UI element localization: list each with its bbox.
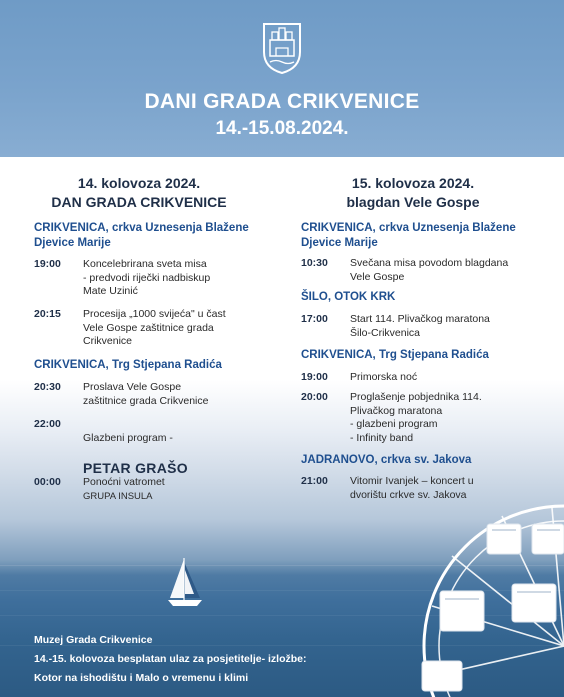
footer-museum: Muzej Grada Crikvenice bbox=[34, 634, 153, 646]
event-description: Vitomir Ivanjek – koncert u dvorištu crkve sv. Jakova bbox=[350, 475, 474, 501]
header-band bbox=[0, 0, 564, 157]
left-section-location bbox=[34, 221, 274, 251]
event-time: 19:00 bbox=[34, 258, 61, 270]
event-description: Glazbeni program - bbox=[83, 431, 173, 444]
event-time: 17:00 bbox=[301, 313, 328, 325]
event-description: Start 114. Plivačkog maratona Šilo-Crikvenica bbox=[350, 313, 490, 339]
location-line: CRIKVENICA, crkva Uznesenja Blažene bbox=[301, 222, 516, 234]
left-heading-date: 14. kolovoza 2024. bbox=[77, 175, 201, 191]
left-heading-title: DAN GRADA CRIKVENICE bbox=[51, 194, 227, 210]
event-description: Ponoćni vatromet bbox=[83, 476, 165, 488]
poster-dates: 14.-15.08.2024. bbox=[215, 118, 349, 139]
location-line: CRIKVENICA, Trg Stjepana Radića bbox=[301, 349, 489, 361]
right-section-location bbox=[301, 221, 541, 251]
event-description: Koncelebrirana sveta misa - predvodi riječki nadbiskup Mate Uzinić bbox=[83, 258, 211, 297]
location-line: CRIKVENICA, crkva Uznesenja Blažene bbox=[34, 222, 249, 234]
footer-exhibitions: Kotor na ishodištu i Malo o vremenu i klimi bbox=[34, 672, 249, 684]
footer-admission: 14.-15. kolovoza besplatan ulaz za posjetitelje- izložbe: bbox=[34, 653, 307, 665]
event-time: 10:30 bbox=[301, 257, 328, 269]
location-line: Djevice Marije bbox=[34, 237, 111, 249]
right-section-location bbox=[301, 290, 541, 305]
event-time: 20:15 bbox=[34, 308, 61, 320]
location-line: ŠILO, OTOK KRK bbox=[301, 291, 396, 303]
left-column-heading bbox=[34, 174, 244, 212]
location-line: CRIKVENICA, Trg Stjepana Radića bbox=[34, 359, 222, 371]
event-item bbox=[301, 313, 541, 341]
poster-title: DANI GRADA CRIKVENICE bbox=[144, 90, 420, 113]
right-section-location bbox=[301, 348, 541, 363]
location-line: JADRANOVO, crkva sv. Jakova bbox=[301, 454, 472, 466]
event-description: Primorska noć bbox=[350, 371, 418, 383]
location-line: Djevice Marije bbox=[301, 237, 378, 249]
right-column-heading bbox=[300, 174, 526, 212]
event-item bbox=[34, 381, 274, 409]
performer-name: PETAR GRAŠO bbox=[83, 459, 188, 476]
right-heading-title: blagdan Vele Gospe bbox=[346, 194, 480, 210]
event-item bbox=[301, 257, 541, 285]
sailboat-icon bbox=[164, 556, 206, 610]
event-item bbox=[34, 308, 274, 348]
right-heading-date: 15. kolovoza 2024. bbox=[351, 175, 475, 191]
event-time: 19:00 bbox=[301, 371, 328, 383]
ferris-wheel-icon bbox=[392, 496, 564, 697]
right-section-location bbox=[301, 453, 541, 468]
event-details bbox=[83, 418, 188, 517]
event-description: Proglašenje pobjednika 114. Plivačkog maratona - glazbeni program - Infinity band bbox=[350, 391, 482, 444]
event-time: 20:30 bbox=[34, 381, 61, 393]
event-item bbox=[301, 391, 541, 447]
event-time: 00:00 bbox=[34, 476, 61, 488]
event-item bbox=[34, 476, 274, 492]
city-crest-icon bbox=[262, 22, 302, 74]
event-description: Proslava Vele Gospe zaštitnice grada Crikvenice bbox=[83, 381, 209, 407]
performer-subtitle: GRUPA INSULA bbox=[83, 491, 153, 502]
left-section-location bbox=[34, 358, 274, 373]
event-time: 22:00 bbox=[34, 418, 61, 430]
event-item bbox=[301, 371, 541, 387]
event-time: 20:00 bbox=[301, 391, 328, 403]
event-description: Svečana misa povodom blagdana Vele Gospe bbox=[350, 257, 509, 283]
event-time: 21:00 bbox=[301, 475, 328, 487]
event-description: Procesija „1000 svijeća" u čast Vele Gospe zaštitnice grada Crikvenice bbox=[83, 308, 226, 347]
event-item bbox=[34, 258, 274, 298]
